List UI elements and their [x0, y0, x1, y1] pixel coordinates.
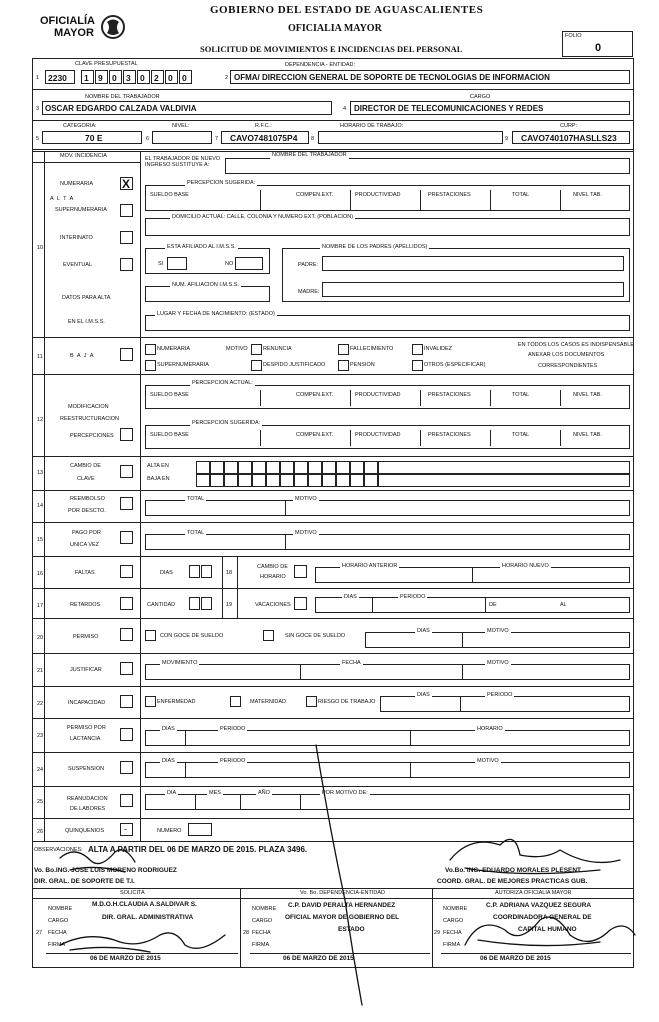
modificacion-label: MODIFICACION — [68, 404, 109, 410]
signature-vobo-right — [450, 839, 620, 873]
signature-col3 — [465, 914, 635, 945]
col2-nombre: C.P. DAVID PERALTA HERNANDEZ — [288, 902, 396, 909]
curp-label: CURP: — [560, 123, 578, 129]
permiso-motivo-label: MOTIVO — [487, 628, 509, 634]
col1-nombre: M.D.O.H.CLAUDIA A.SALDIVAR S. — [92, 901, 197, 908]
row-number-13: 13 — [37, 470, 44, 476]
col1-date: 06 DE MARZO DE 2015 — [90, 955, 161, 962]
reembolso-total-label: TOTAL — [187, 496, 205, 502]
categoria-value: 70 E — [85, 133, 103, 143]
cambio-label: CAMBIO DE — [70, 463, 101, 469]
vacaciones-dias-label: DIAS — [344, 594, 357, 600]
alta-numeraria-label: NUMERARIA — [60, 181, 94, 187]
al-label: AL — [560, 602, 567, 608]
permiso-por-label: PERMISO POR — [67, 725, 106, 731]
col3-nombre: C.P. ADRIANA VAZQUEZ SEGURA — [486, 902, 592, 909]
col3-cargo-label: CARGO — [443, 918, 464, 924]
row-number-19: 19 — [226, 602, 233, 608]
row-number-10: 10 — [37, 245, 44, 251]
con-goce-label: CON GOCE DE SUELDO — [160, 633, 224, 639]
justificar-label: JUSTIFICAR — [70, 667, 102, 673]
row-number-3: 3 — [36, 106, 40, 112]
dia-label: DIA — [167, 790, 177, 796]
compen-ext-label: COMPEN.EXT. — [296, 192, 334, 198]
observaciones-label: OBSERVACIONES: — [34, 847, 83, 853]
vacaciones-label: VACACIONES — [255, 602, 291, 608]
baja-motivo-label: MOTIVO — [226, 346, 248, 352]
col2-date: 06 DE MARZO DE 2015 — [283, 955, 354, 962]
row-number-24: 24 — [37, 767, 44, 773]
alta-interinato-label: INTERINATO — [60, 235, 93, 241]
col2-nombre-label: NOMBRE — [252, 906, 277, 912]
col3-cargo-1: COORDINADORA GENERAL DE — [493, 914, 592, 921]
row-number-28: 28 — [243, 930, 250, 936]
vobo-right-title: COORD. GRAL. DE MEJORES PRACTICAS GUB. — [437, 878, 588, 885]
row-number-8: 8 — [311, 136, 315, 142]
col3-fecha-label: FECHA — [443, 930, 462, 936]
row-number-27: 27 — [36, 930, 43, 936]
percepcion-sugerida-modif-label: PERCEPCION SUGERIDA: — [192, 420, 261, 426]
row-number-26: 26 — [37, 829, 44, 835]
num-afiliacion-label: NUM. AFILIACION I.M.S.S. — [172, 282, 239, 288]
sin-goce-label: SIN GOCE DE SUELDO — [285, 633, 346, 639]
row-number-6: 6 — [146, 136, 150, 142]
percepcion-column-label: NIVEL TAB. — [573, 432, 602, 438]
percepcion-column-label: COMPEN.EXT. — [296, 392, 334, 398]
baja-supernumeraria-label: SUPERNUMERARIA — [157, 362, 209, 368]
baja-note-3: CORRESPONDIENTES — [538, 363, 598, 369]
si-label: SI — [158, 261, 164, 267]
permiso-label: PERMISO — [73, 634, 99, 640]
percepcion-column-label: PRODUCTIVIDAD — [355, 432, 401, 438]
lugar-fecha-label: LUGAR Y FECHA DE NACIMIENTO: (ESTADO) — [157, 311, 275, 317]
baja-pension-label: PENSION — [350, 362, 375, 368]
check-mark: X — [122, 177, 131, 191]
vobo-left-title: DIR. GRAL. DE SOPORTE DE T.I. — [34, 878, 135, 885]
prestaciones-label: PRESTACIONES — [428, 192, 471, 198]
por-descto-label: POR DESCTO. — [68, 508, 106, 514]
sueldo-base-label: SUELDO BASE — [150, 192, 189, 198]
col1-cargo: DIR. GRAL. ADMINISTRATIVA — [102, 914, 194, 921]
reembolso-motivo-label: MOTIVO — [295, 496, 317, 502]
col2-cargo-2: ESTADO — [338, 926, 365, 933]
total-label: TOTAL — [512, 192, 530, 198]
baja-invalidez-label: INVALIDEZ — [424, 346, 453, 352]
autoriza-header: AUTORIZA OFICIALIA MAYOR — [495, 890, 572, 896]
lactancia-dias-label: DIAS — [162, 726, 175, 732]
col1-firma-label: FIRMA — [48, 942, 66, 948]
horario-nuevo-label: HORARIO NUEVO — [502, 563, 549, 569]
sustituye-label: EL TRABAJADOR DE NUEVO INGRESO SUSTITUYE A: — [145, 156, 221, 168]
padres-label: NOMBRE DE LOS PADRES (APELLIDOS) — [322, 244, 428, 250]
pago-motivo-label: MOTIVO — [295, 530, 317, 536]
vacaciones-periodo-label: PERIODO — [400, 594, 426, 600]
clave-digit: 0 — [112, 73, 117, 83]
clave-digit: 3 — [126, 73, 131, 83]
reanudacion-label: REANUDACION — [67, 796, 108, 802]
row-number-11: 11 — [37, 354, 43, 360]
gov-title: GOBIERNO DEL ESTADO DE AGUASCALIENTES — [210, 4, 484, 16]
imss-label: EN EL I.M.S.S. — [68, 319, 105, 325]
horario-anterior-label: HORARIO ANTERIOR — [342, 563, 398, 569]
baja-fallecimiento-label: FALLECIMIENTO — [350, 346, 394, 352]
justificar-fecha-label: FECHA — [342, 660, 361, 666]
clave-digit: 0 — [182, 73, 187, 83]
vobo-dependencia-header: Vo. Bo. DEPENDENCIA-ENTIDAD — [300, 890, 385, 896]
clave-digit: 2 — [154, 73, 159, 83]
row-number-22: 22 — [37, 701, 44, 707]
row-number-16: 16 — [37, 571, 44, 577]
row-number-20: 20 — [37, 635, 44, 641]
col3-date: 06 DE MARZO DE 2015 — [480, 955, 551, 962]
folio-label: FOLIO — [565, 33, 582, 39]
rfc-value: CAVO7481075P4 — [230, 133, 298, 143]
baja-note-2: ANEXAR LOS DOCUMENTOS — [528, 352, 605, 358]
percepcion-column-label: TOTAL — [512, 432, 530, 438]
enfermedad-label: ENFERMEDAD — [157, 699, 196, 705]
nombre-label: NOMBRE DEL TRABAJADOR — [85, 94, 160, 100]
baja-renuncia-label: RENUNCIA — [263, 346, 292, 352]
col2-fecha-label: FECHA — [252, 930, 271, 936]
row-number-18: 18 — [226, 570, 233, 576]
dependencia-label: DEPENDENCIA - ENTIDAD: — [285, 62, 355, 68]
row-number-2: 2 — [225, 75, 229, 81]
logo-text-1: OFICIALÍA — [40, 15, 95, 27]
nivel-tab-label: NIVEL TAB. — [573, 192, 602, 198]
baja-despido-label: DESPIDO JUSTIFICADO — [263, 362, 326, 368]
col3-cargo-2: CAPITAL HUMANO — [518, 926, 577, 933]
incapacidad-periodo-label: PERIODO — [487, 692, 513, 698]
col1-fecha-label: FECHA — [48, 930, 67, 936]
maternidad-label: MATERNIDAD — [250, 699, 286, 705]
col2-cargo-1: OFICIAL MAYOR DE GOBIERNO DEL — [285, 914, 400, 921]
madre-label: MADRE: — [298, 289, 320, 295]
no-label: NO — [225, 261, 234, 267]
cambio-horario-label-2: HORARIO — [260, 574, 286, 580]
col2-cargo-label: CARGO — [252, 918, 273, 924]
percepcion-column-label: SUELDO BASE — [150, 392, 189, 398]
lactancia-horario-label: HORARIO — [477, 726, 503, 732]
baja-en-label: BAJA EN — [147, 476, 170, 482]
nivel-label: NIVEL: — [172, 123, 190, 129]
por-motivo-label: POR MOTIVO DE: — [322, 790, 368, 796]
percepcion-column-label: PRESTACIONES — [428, 392, 471, 398]
percepcion-column-label: SUELDO BASE — [150, 432, 189, 438]
movimiento-label: MOVIMIENTO — [162, 660, 198, 666]
de-label: DE — [489, 602, 497, 608]
col3-firma-label: FIRMA — [443, 942, 461, 948]
clave-digit: 1 — [84, 73, 89, 83]
clave-digit: 2230 — [48, 73, 67, 83]
retardos-label: RETARDOS — [70, 602, 101, 608]
row-number-21: 21 — [37, 668, 44, 674]
nombre-trabajador-label: NOMBRE DEL TRABAJADOR — [272, 152, 347, 158]
clave-label: CLAVE PRESUPUESTAL — [75, 61, 138, 67]
categoria-label: CATEGORIA: — [63, 123, 97, 129]
datos-alta-label: DATOS PARA ALTA — [62, 295, 111, 301]
row-number-4: 4 — [343, 106, 347, 112]
percepcion-column-label: NIVEL TAB. — [573, 392, 602, 398]
cambio-horario-label-1: CAMBIO DE — [257, 564, 288, 570]
percepcion-actual-label: PERCEPCION ACTUAL: — [192, 380, 253, 386]
incapacidad-label: INCAPACIDAD — [68, 700, 106, 706]
suspension-label: SUSPENSION — [68, 766, 105, 772]
folio-value: 0 — [595, 42, 602, 54]
alta-label: A L T A — [50, 196, 75, 202]
row-number-25: 25 — [37, 799, 44, 805]
numero-label: NUMERO — [157, 828, 182, 834]
mes-label: MES — [209, 790, 221, 796]
percepciones-label: PERCEPCIONES — [70, 433, 114, 439]
observaciones-text: ALTA A PARTIR DEL 06 DE MARZO DE 2015. PLAZA 3496. — [88, 845, 308, 854]
row-number-14: 14 — [37, 503, 44, 509]
pago-total-label: TOTAL — [187, 530, 205, 536]
incapacidad-dias-label: DIAS — [417, 692, 430, 698]
suspension-periodo-label: PERIODO — [220, 758, 246, 764]
clave-digit: 0 — [140, 73, 145, 83]
suspension-motivo-label: MOTIVO — [477, 758, 499, 764]
signature-vobo-left — [60, 850, 135, 872]
row-number-1: 1 — [36, 75, 40, 81]
percepcion-column-label: PRESTACIONES — [428, 432, 471, 438]
alta-eventual-label: EVENTUAL — [63, 262, 93, 268]
logo-text-2: MAYOR — [54, 27, 94, 39]
percepcion-column-label: TOTAL — [512, 392, 530, 398]
row-number-7: 7 — [215, 136, 219, 142]
row-number-23: 23 — [37, 733, 44, 739]
row-number-9: 9 — [505, 136, 509, 142]
row-number-5: 5 — [36, 136, 40, 142]
row-number-12: 12 — [37, 417, 44, 423]
productividad-label: PRODUCTIVIDAD — [355, 192, 401, 198]
percepcion-column-label: PRODUCTIVIDAD — [355, 392, 401, 398]
row-number-29: 29 — [434, 930, 441, 936]
permiso-dias-label: DIAS — [417, 628, 430, 634]
signature-stroke-long — [316, 745, 362, 1005]
lactancia-periodo-label: PERIODO — [220, 726, 246, 732]
col1-nombre-label: NOMBRE — [48, 906, 73, 912]
cantidad-label: CANTIDAD — [147, 602, 176, 608]
signature-col1 — [60, 933, 225, 952]
justificar-motivo-label: MOTIVO — [487, 660, 509, 666]
esta-afiliado-label: ESTA AFILIADO AL I.M.S.S. — [167, 244, 236, 250]
percepcion-column-label: COMPEN.EXT. — [296, 432, 334, 438]
clave-label-2: CLAVE — [77, 476, 95, 482]
dependencia-value: OFMA/ DIRECCION GENERAL DE SOPORTE DE TECNOLOGIAS DE INFORMACION — [234, 73, 550, 82]
suspension-dias-label: DIAS — [162, 758, 175, 764]
cargo-value: DIRECTOR DE TELECOMUNICACIONES Y REDES — [354, 104, 544, 113]
faltas-dias-label: DIAS — [160, 570, 173, 576]
unica-vez-label: UNICA VEZ — [70, 542, 100, 548]
cargo-label: CARGO — [470, 94, 491, 100]
office-title: OFICIALIA MAYOR — [288, 23, 382, 34]
riesgo-label: RIESGO DE TRABAJO — [318, 699, 376, 705]
de-labores-label: DE LABORES — [70, 806, 106, 812]
padre-label: PADRE: — [298, 262, 319, 268]
col3-nombre-label: NOMBRE — [443, 906, 468, 912]
col2-firma-label: FIRMA — [252, 942, 270, 948]
alta-supernumeraria-label: SUPERNUMERARIA — [55, 207, 107, 213]
rfc-label: R.F.C.: — [255, 123, 272, 129]
vobo-right-name: Vo.Bo. ING. EDUARDO MORALES PLESENT — [445, 867, 582, 874]
faltas-label: FALTAS — [75, 570, 95, 576]
quinquenios-mark: - — [124, 824, 127, 834]
baja-numeraria-label: NUMERARIA — [157, 346, 191, 352]
alta-en-label: ALTA EN — [147, 463, 169, 469]
mov-incidencia-header: MOV. INCIDENCIA — [60, 153, 107, 159]
lactancia-label: LACTANCIA — [70, 736, 101, 742]
form-title: SOLICITUD DE MOVIMIENTOS E INCIDENCIAS DEL PERSONAL — [200, 44, 463, 54]
ano-label: AÑO — [258, 790, 270, 796]
clave-digit: 0 — [168, 73, 173, 83]
nombre-value: OSCAR EDGARDO CALZADA VALDIVIA — [45, 104, 197, 113]
baja-label: B A J A — [70, 353, 95, 359]
percepcion-sugerida-label: PERCEPCION SUGERIDA: — [187, 180, 256, 186]
row-number-17: 17 — [37, 603, 44, 609]
pago-label: PAGO POR — [72, 530, 101, 536]
baja-otros-label: OTROS (ESPECIFICAR) — [424, 362, 486, 368]
vobo-left-name: Vo. Bo.ING. JOSE LUIS MORENO RODRIGUEZ — [34, 867, 177, 874]
reembolso-label: REEMBOLSO — [70, 496, 105, 502]
col1-cargo-label: CARGO — [48, 918, 69, 924]
baja-note-1: EN TODOS LOS CASOS ES INDISPENSABLE — [518, 342, 634, 348]
clave-digit: 9 — [98, 73, 103, 83]
reestructuracion-label: REESTRUCTURACION — [60, 416, 119, 422]
domicilio-label: DOMICILIO ACTUAL: CALLE, COLONIA Y NUMERO EXT. (POBLACION) — [172, 214, 354, 220]
solicita-header: SOLICITA — [120, 890, 145, 896]
row-number-15: 15 — [37, 537, 44, 543]
curp-value: CAVO740107HASLLS23 — [521, 133, 617, 143]
horario-label: HORARIO DE TRABAJO: — [340, 123, 404, 129]
quinquenios-label: QUINQUENIOS — [65, 828, 105, 834]
